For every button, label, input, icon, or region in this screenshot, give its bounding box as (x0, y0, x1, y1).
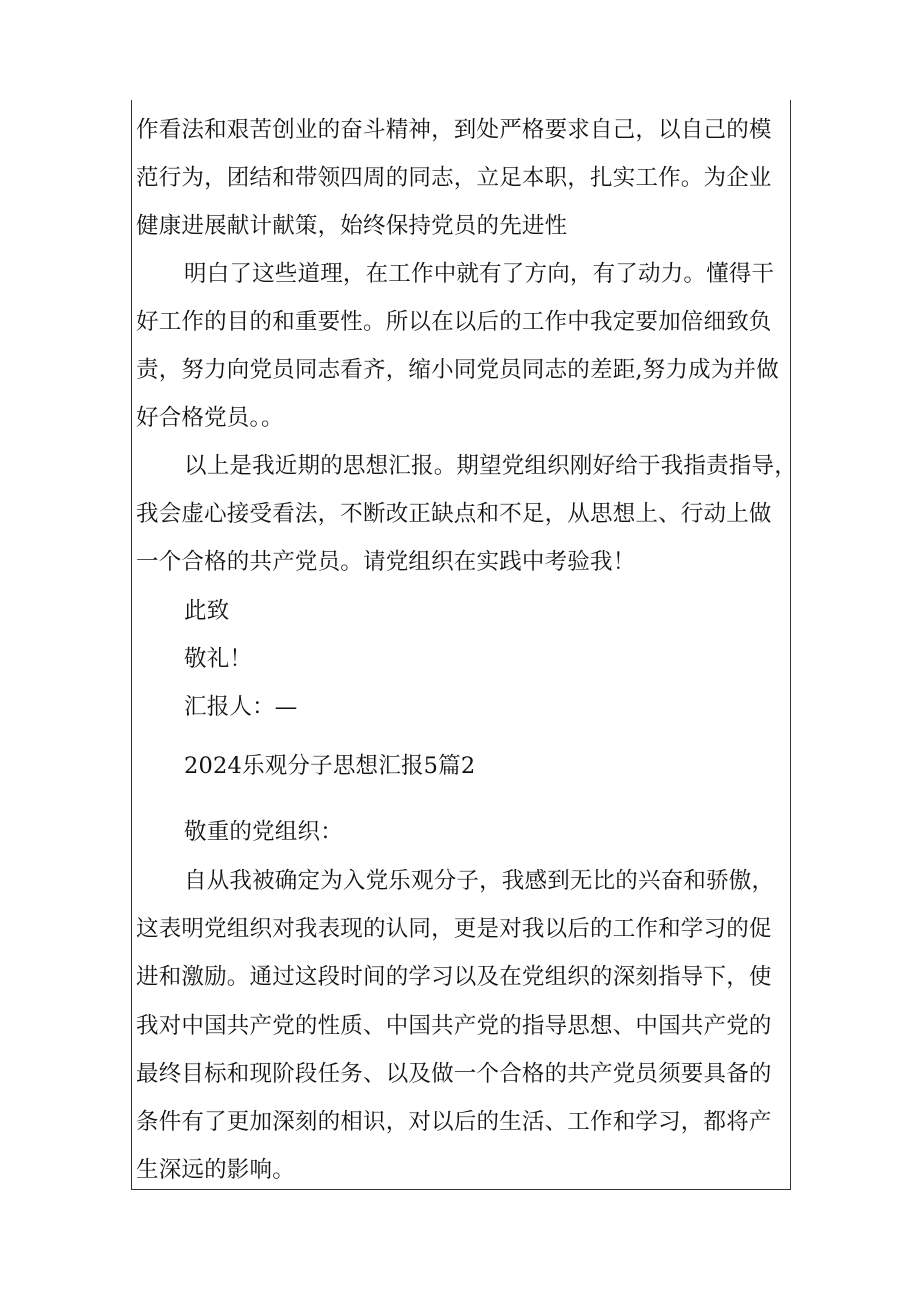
paragraph-line: 我对中国共产党的性质、中国共产党的指导思想、中国共产党的 (136, 1013, 772, 1039)
paragraph-line: 好工作的目的和重要性。所以在以后的工作中我定要加倍细致负 (136, 309, 772, 335)
paragraph-line: 进和激励。通过这段时间的学习以及在党组织的深刻指导下，使 (136, 964, 772, 990)
paragraph-line: 责，努力向党员同志看齐，缩小同党员同志的差距,努力成为并做 (136, 357, 779, 383)
paragraph-line: 这表明党组织对我表现的认同，更是对我以后的工作和学习的促 (136, 916, 772, 942)
closing-respect: 敬礼！ (184, 646, 253, 672)
reporter-line: 汇报人：— (184, 694, 298, 720)
paragraph-line: 最终目标和现阶段任务、以及做一个合格的共产党员须要具备的 (136, 1061, 772, 1087)
paragraph-line: 条件有了更加深刻的相识，对以后的生活、工作和学习，都将产 (136, 1109, 772, 1135)
closing-salutation: 此致 (184, 598, 230, 624)
paragraph-line: 自从我被确定为入党乐观分子，我感到无比的兴奋和骄傲， (184, 868, 775, 894)
section-title: 2024乐观分子思想汇报5篇2 (184, 753, 476, 779)
paragraph-line: 我会虚心接受看法，不断改正缺点和不足，从思想上、行动上做 (136, 501, 772, 527)
paragraph-line: 明白了这些道理，在工作中就有了方向，有了动力。懂得干 (184, 261, 775, 287)
greeting: 敬重的党组织： (184, 819, 343, 845)
paragraph-line: 一个合格的共产党员。请党组织在实践中考验我！ (136, 549, 636, 575)
paragraph-line: 好合格党员。。 (136, 405, 284, 431)
paragraph-line: 作看法和艰苦创业的奋斗精神，到处严格要求自己，以自己的模 (136, 117, 772, 143)
paragraph-line: 健康进展献计献策，始终保持党员的先进性 (136, 213, 568, 239)
paragraph-line: 以上是我近期的思想汇报。期望党组织刚好给于我指责指导， (184, 453, 797, 479)
paragraph-line: 生深远的影响。 (136, 1157, 295, 1183)
paragraph-line: 范行为，团结和带领四周的同志，立足本职，扎实工作。为企业 (136, 165, 772, 191)
